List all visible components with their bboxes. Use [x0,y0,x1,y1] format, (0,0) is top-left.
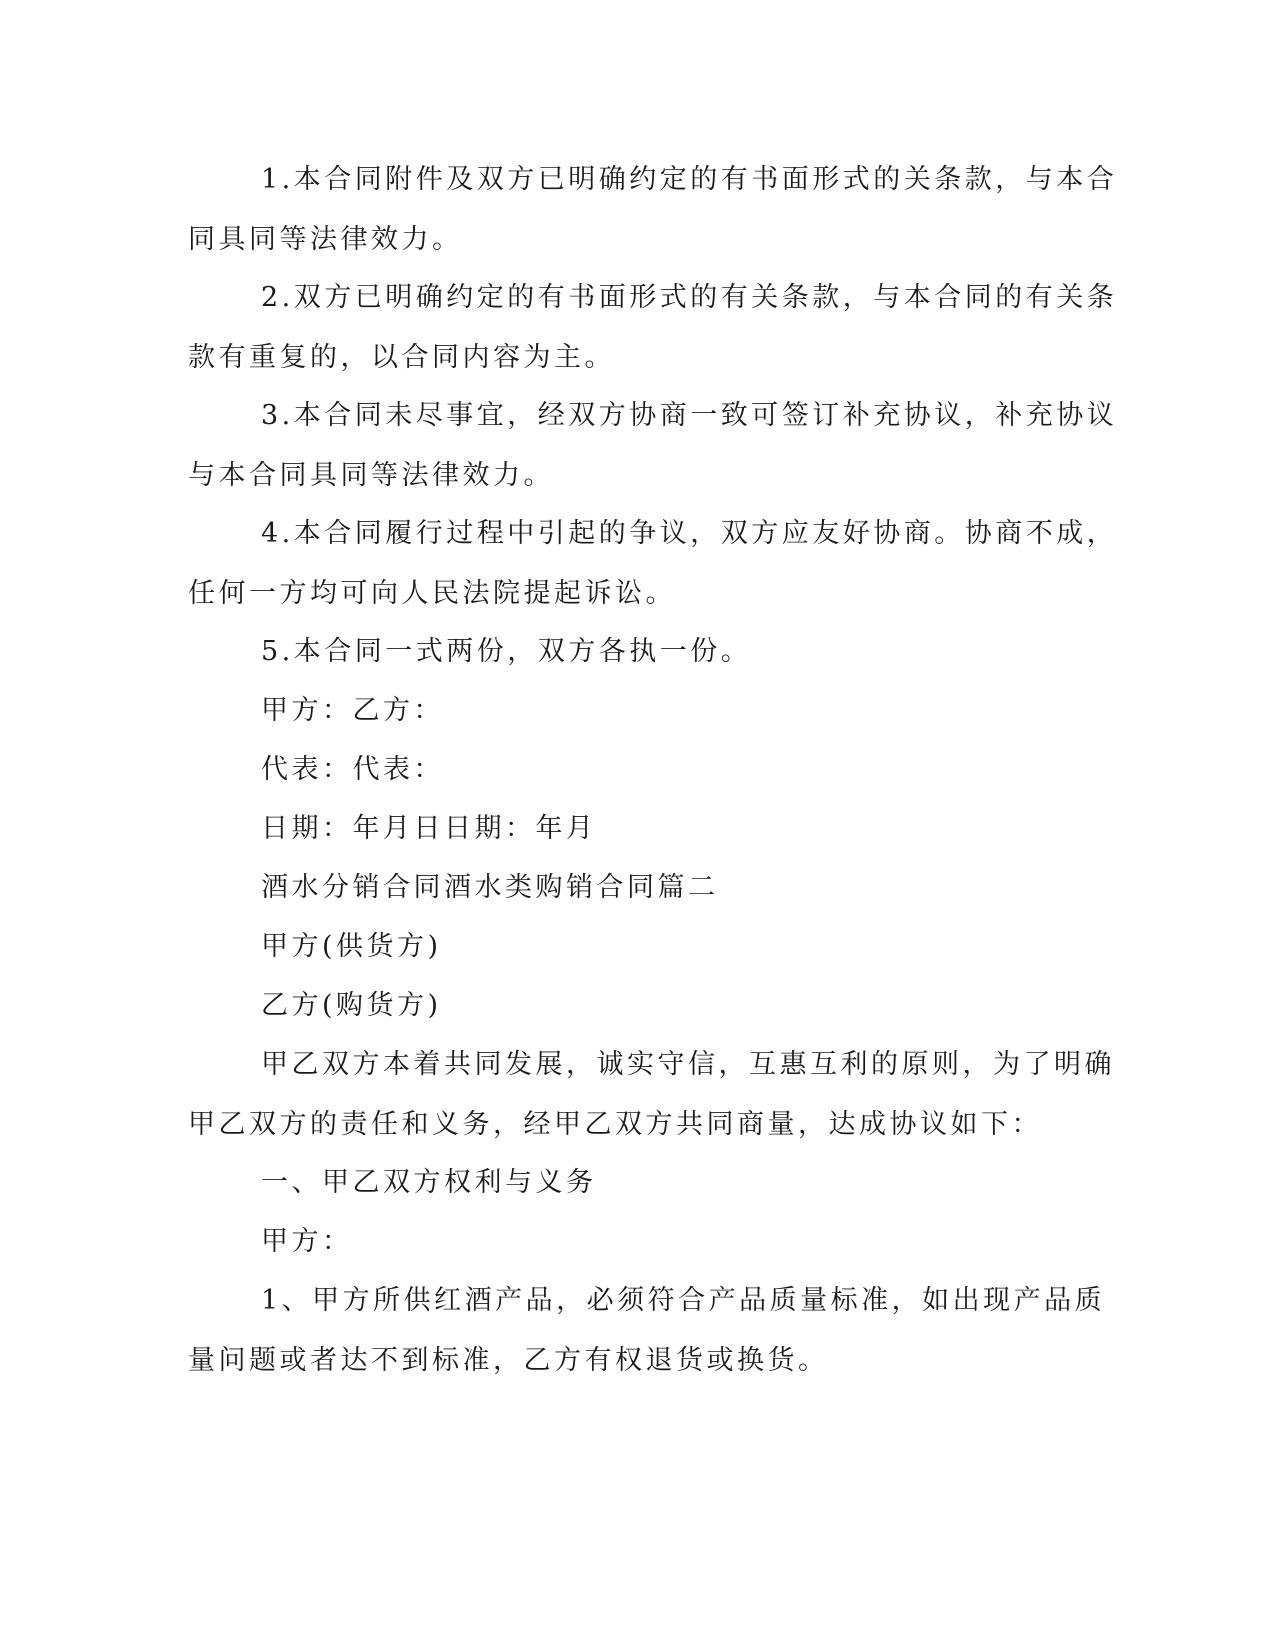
signature-representatives [188,740,1068,800]
party-b-buyer-line: 乙方(购货方) [261,990,442,1021]
section-title-line: 酒水分销合同酒水类购销合同篇二 [261,872,719,903]
clause-3-line-2: 与本合同具同等法律效力。 [188,460,554,491]
clause-2-line-1: 2.双方已明确约定的有书面形式的有关条款，与本合同的有关条 [261,282,1118,313]
party-a-item-1 [188,1271,1106,1391]
clause-5 [188,622,1068,682]
clause-1-line-2: 同具同等法律效力。 [188,224,463,255]
party-a-label-line: 甲方： [261,1226,353,1257]
clause-3-line-1: 3.本合同未尽事宜，经双方协商一致可签订补充协议，补充协议 [261,400,1118,431]
signature-dates [188,799,1068,859]
clause-4-line-1: 4.本合同履行过程中引起的争议，双方应友好协商。协商不成， [261,518,1118,549]
party-a-label [188,1212,1068,1272]
signature-parties [188,681,1068,741]
party-b-buyer [188,976,1068,1036]
clause-3 [188,386,1118,506]
clause-5-line-1: 5.本合同一式两份，双方各执一份。 [261,636,752,667]
clause-1-line-1: 1.本合同附件及双方已明确约定的有书面形式的关条款，与本合 [261,164,1118,195]
heading-rights-obligations [188,1153,1068,1213]
signature-dates-line: 日期：年月日日期：年月 [261,813,597,844]
signature-representatives-line: 代表：代表： [261,754,444,785]
clause-2-line-2: 款有重复的，以合同内容为主。 [188,342,615,373]
party-a-item-1-line-1: 1、甲方所供红酒产品，必须符合产品质量标准，如出现产品质 [261,1285,1106,1316]
heading-rights-obligations-line: 一、甲乙双方权利与义务 [261,1167,597,1198]
party-a-item-1-line-2: 量问题或者达不到标准，乙方有权退货或换货。 [188,1345,829,1376]
clause-4-line-2: 任何一方均可向人民法院提起诉讼。 [188,578,676,609]
preamble [188,1035,1115,1155]
party-a-supplier [188,917,1068,977]
section-title [188,858,1068,918]
signature-parties-line: 甲方：乙方： [261,695,444,726]
preamble-line-2: 甲乙双方的责任和义务，经甲乙双方共同商量，达成协议如下： [188,1109,1042,1140]
clause-2 [188,268,1118,388]
party-a-supplier-line: 甲方(供货方) [261,931,442,962]
clause-4 [188,504,1118,624]
clause-1 [188,150,1118,270]
preamble-line-1: 甲乙双方本着共同发展，诚实守信，互惠互利的原则，为了明确 [261,1049,1115,1080]
